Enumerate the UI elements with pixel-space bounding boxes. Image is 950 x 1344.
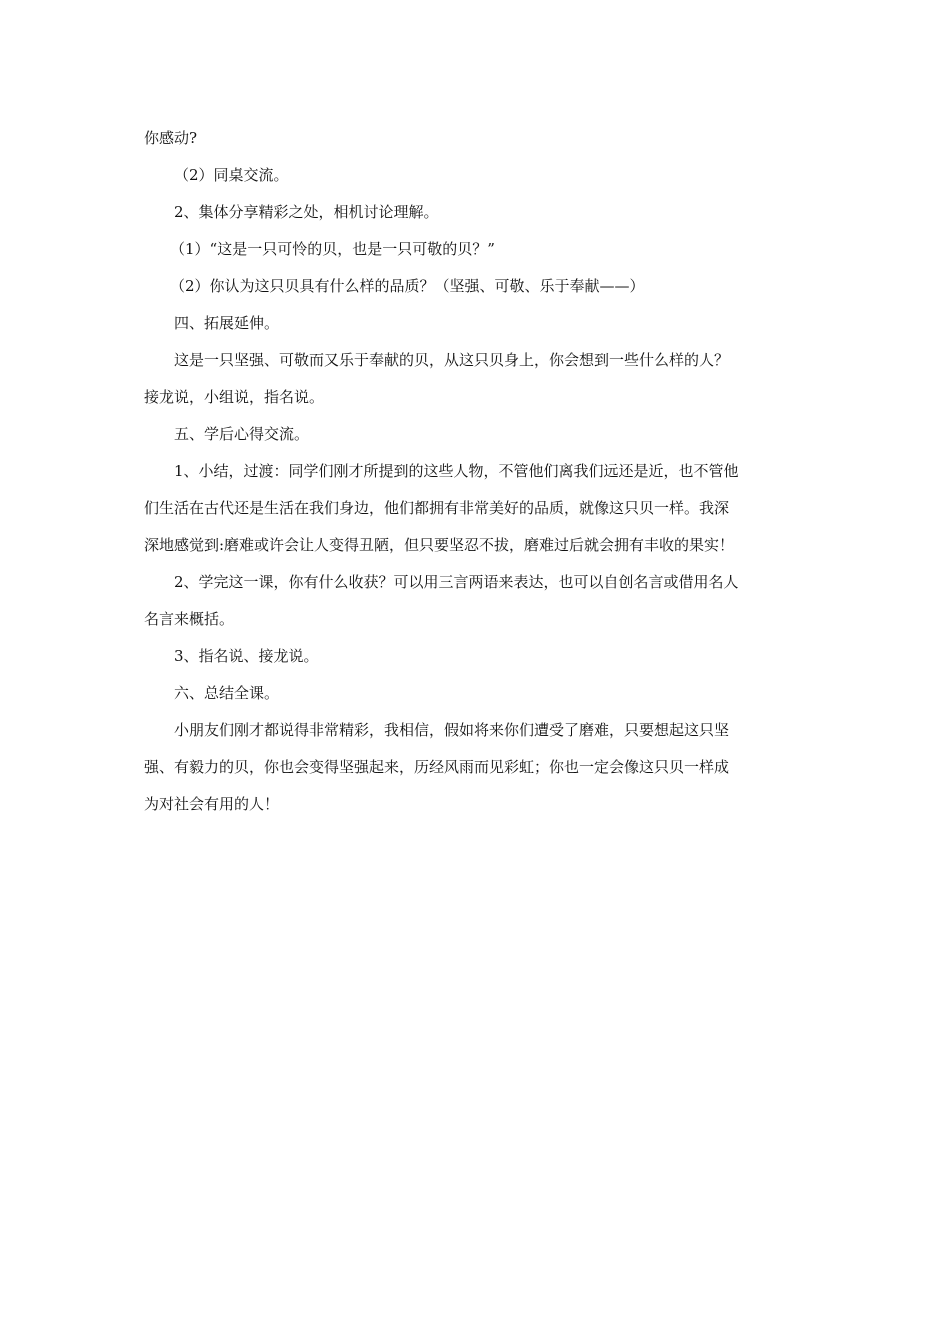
text-line: 为对社会有用的人！ bbox=[144, 795, 280, 813]
text-line: 1、小结，过渡：同学们刚才所提到的这些人物，不管他们离我们远还是近，也不管他 bbox=[174, 462, 739, 480]
text-line: （2）你认为这只贝具有什么样的品质？（坚强、可敬、乐于奉献——） bbox=[170, 277, 645, 295]
document-page bbox=[144, 120, 810, 823]
text-line: （1）“这是一只可怜的贝，也是一只可敬的贝？” bbox=[170, 240, 495, 258]
section-heading: 六、总结全课。 bbox=[174, 684, 280, 702]
text-line: 接龙说，小组说，指名说。 bbox=[144, 388, 325, 406]
section-heading: 五、学后心得交流。 bbox=[174, 425, 310, 443]
text-line: 小朋友们刚才都说得非常精彩，我相信，假如将来你们遭受了磨难，只要想起这只坚 bbox=[174, 721, 730, 739]
text-line: 你感动? bbox=[144, 129, 198, 147]
text-line: 2、学完这一课，你有什么收获？可以用三言两语来表达，也可以自创名言或借用名人 bbox=[174, 573, 739, 591]
text-line: 们生活在古代还是生活在我们身边，他们都拥有非常美好的品质，就像这只贝一样。我深 bbox=[144, 499, 730, 517]
text-line: 2、集体分享精彩之处，相机讨论理解。 bbox=[174, 203, 439, 221]
text-line: 强、有毅力的贝，你也会变得坚强起来，历经风雨而见彩虹；你也一定会像这只贝一样成 bbox=[144, 758, 730, 776]
section-heading: 四、拓展延伸。 bbox=[174, 314, 280, 332]
text-line: 这是一只坚强、可敬而又乐于奉献的贝，从这只贝身上，你会想到一些什么样的人？ bbox=[174, 351, 730, 369]
text-line: 深地感觉到:磨难或许会让人变得丑陋，但只要坚忍不拔，磨难过后就会拥有丰收的果实！ bbox=[144, 536, 735, 554]
text-line: 3、指名说、接龙说。 bbox=[174, 647, 319, 665]
text-line: （2）同桌交流。 bbox=[174, 166, 289, 184]
text-line: 名言来概括。 bbox=[144, 610, 235, 628]
